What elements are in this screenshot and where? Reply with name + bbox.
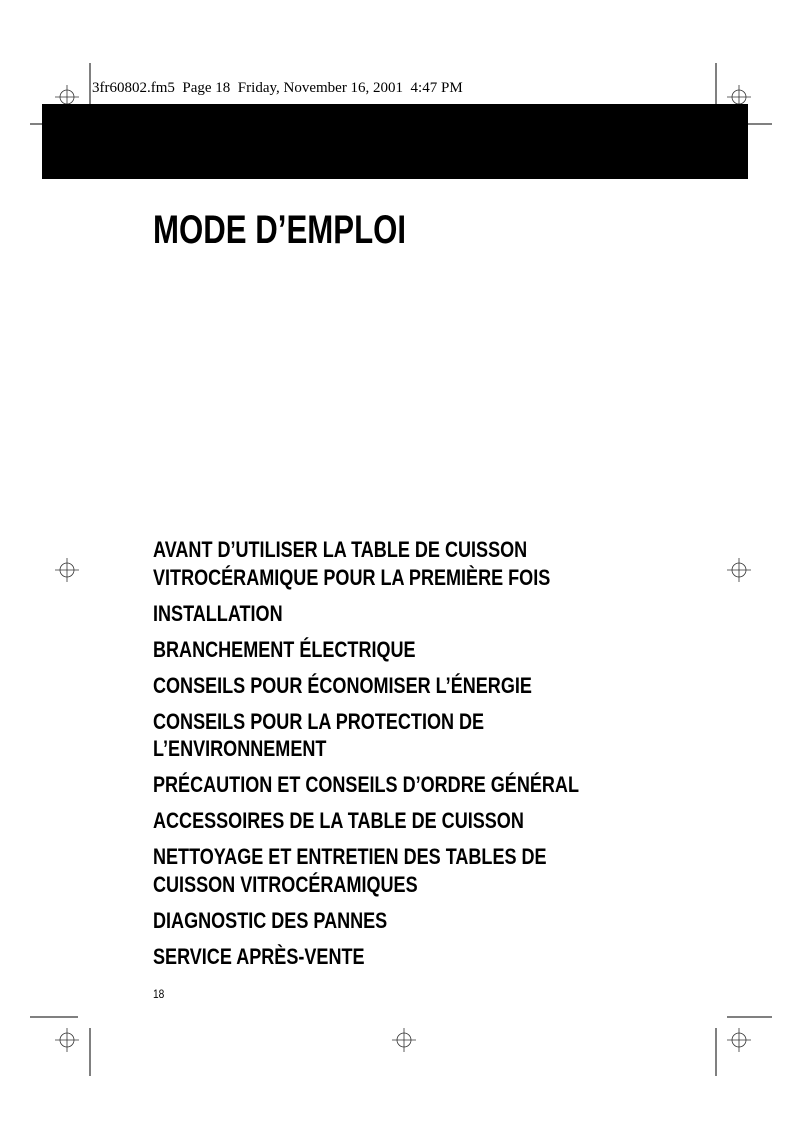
toc-item-line: BRANCHEMENT ÉLECTRIQUE xyxy=(153,636,416,662)
header-band xyxy=(42,104,748,179)
toc-item xyxy=(153,843,579,898)
toc-item xyxy=(153,907,579,935)
toc-item xyxy=(153,708,579,763)
toc-item-line: INSTALLATION xyxy=(153,600,283,626)
toc-item xyxy=(153,672,579,700)
toc-item xyxy=(153,943,579,971)
toc-item-line: SERVICE APRÈS-VENTE xyxy=(153,943,365,969)
registration-mark-icon xyxy=(392,1028,416,1052)
page-number: 18 xyxy=(153,987,165,1001)
toc-item-line: ACCESSOIRES DE LA TABLE DE CUISSON xyxy=(153,808,524,833)
page-title: MODE D’EMPLOI xyxy=(153,208,407,252)
registration-mark-icon xyxy=(55,558,79,582)
toc-item xyxy=(153,771,579,799)
toc-item-line: CONSEILS POUR LA PROTECTION DE xyxy=(153,708,485,734)
table-of-contents xyxy=(153,536,672,979)
registration-mark-icon xyxy=(55,1028,79,1052)
toc-item-line: CUISSON VITROCÉRAMIQUES xyxy=(153,871,418,897)
toc-item-line: VITROCÉRAMIQUE POUR LA PREMIÈRE FOIS xyxy=(153,564,551,590)
toc-item-line: NETTOYAGE ET ENTRETIEN DES TABLES DE xyxy=(153,844,547,869)
toc-item xyxy=(153,807,579,835)
toc-item xyxy=(153,600,579,628)
toc-item-line: CONSEILS POUR ÉCONOMISER L’ÉNERGIE xyxy=(153,672,532,698)
registration-mark-icon xyxy=(727,558,751,582)
toc-item-line: AVANT D’UTILISER LA TABLE DE CUISSON xyxy=(153,537,528,562)
toc-item-line: DIAGNOSTIC DES PANNES xyxy=(153,907,388,933)
toc-item-line: PRÉCAUTION ET CONSEILS D’ORDRE GÉNÉRAL xyxy=(153,772,579,797)
toc-item-line: L’ENVIRONNEMENT xyxy=(153,736,327,761)
registration-mark-icon xyxy=(727,1028,751,1052)
toc-item xyxy=(153,636,579,664)
print-slug: 3fr60802.fm5 Page 18 Friday, November 16, 2001 4:47 PM xyxy=(92,80,463,96)
toc-item xyxy=(153,536,579,591)
